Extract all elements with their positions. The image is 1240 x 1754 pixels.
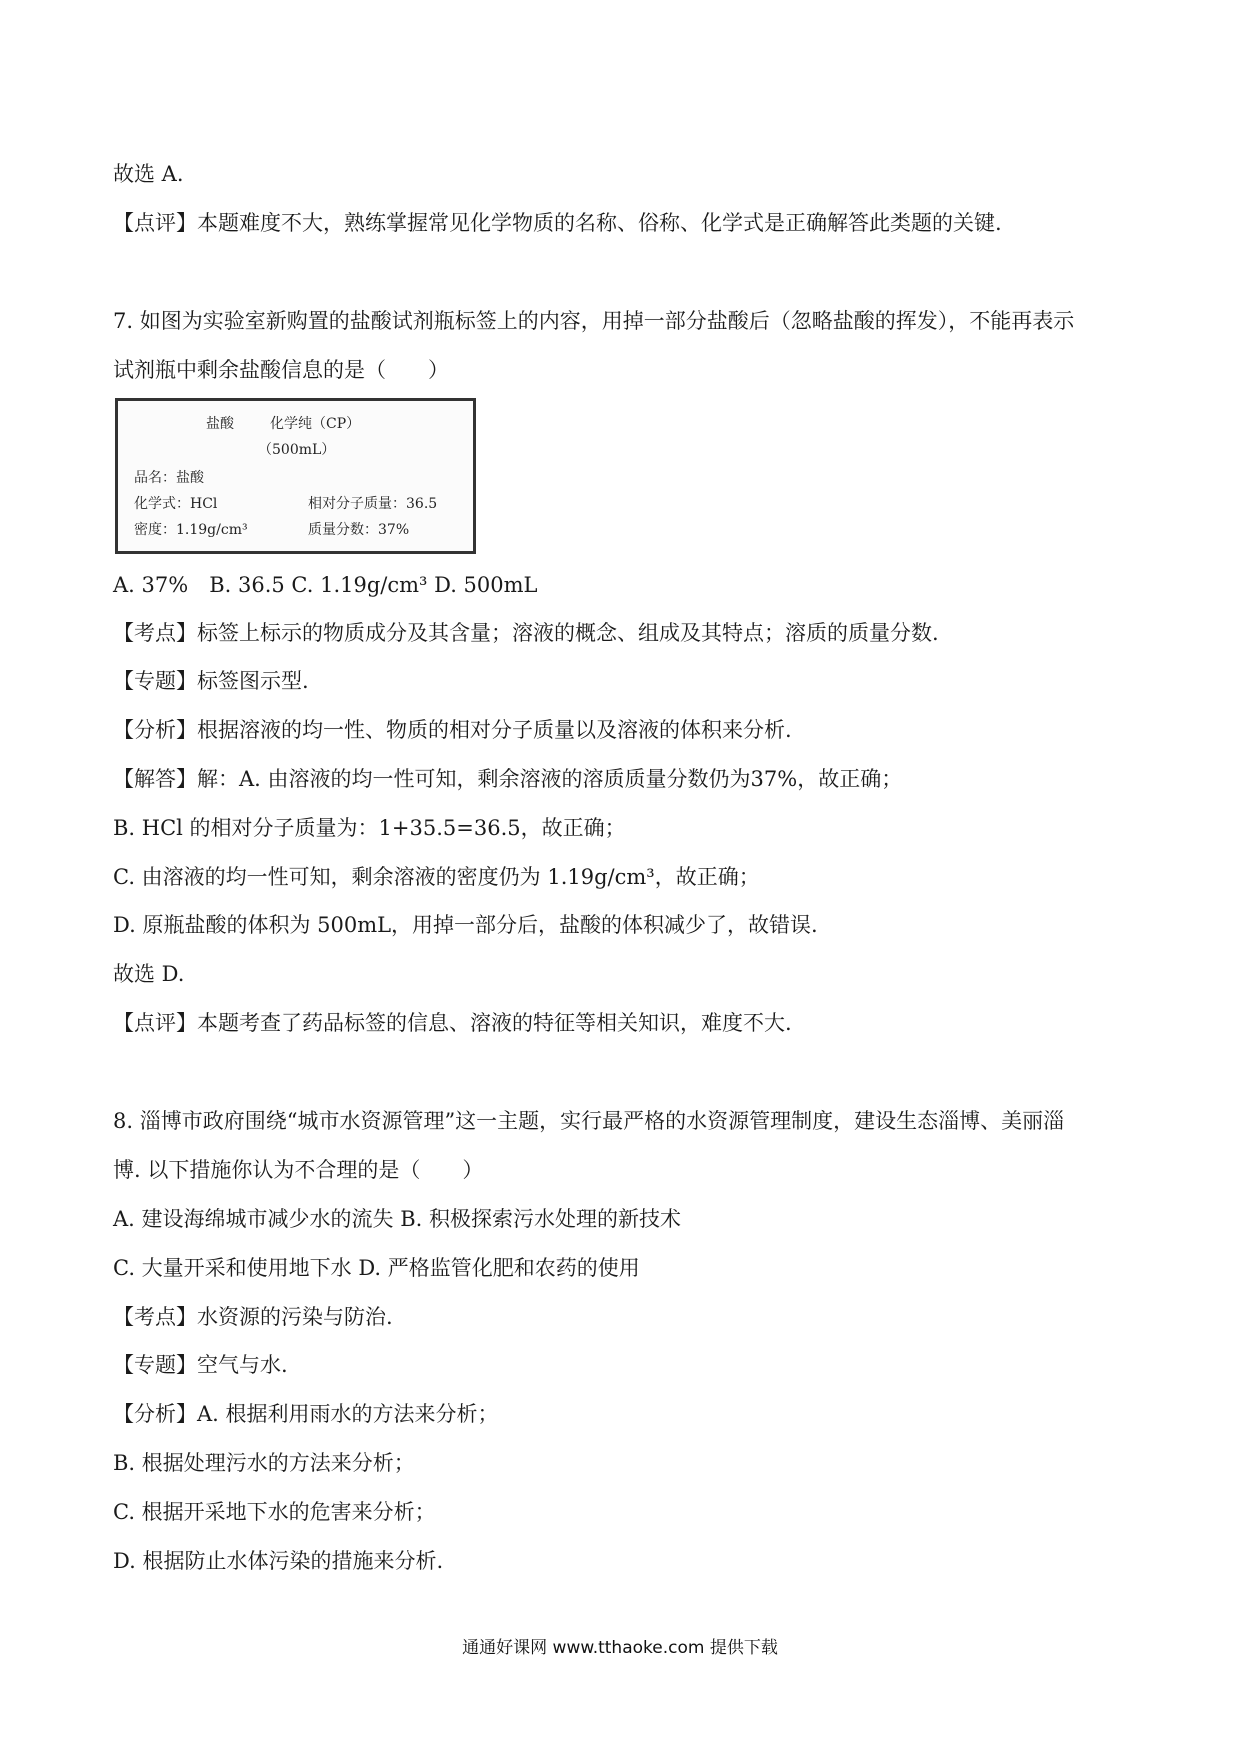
solution-d-line: D. 原瓶盐酸的体积为 500mL，用掉一部分后，盐酸的体积减少了，故错误.: [113, 913, 818, 937]
question-7-stem-cont: 试剂瓶中剩余盐酸信息的是（ ）: [113, 358, 449, 382]
kaodian-line: 【考点】标签上标示的物质成分及其含量；溶液的概念、组成及其特点；溶质的质量分数.: [113, 621, 939, 645]
label-formula: 化学式：HCl: [134, 496, 218, 512]
zhuanti-line: 【专题】空气与水.: [113, 1353, 288, 1377]
solution-c-line: C. 由溶液的均一性可知，剩余溶液的密度仍为 1.19g/cm³，故正确；: [113, 865, 760, 889]
reagent-label-image: [115, 398, 476, 554]
answer-choice-line: 故选 A.: [113, 162, 184, 186]
fenxi-line: 【分析】A. 根据利用雨水的方法来分析；: [113, 1402, 499, 1426]
page-footer: 通通好课网 www.tthaoke.com 提供下载: [462, 1638, 778, 1658]
label-volume: （500mL）: [258, 442, 336, 458]
question-7-stem: 7. 如图为实验室新购置的盐酸试剂瓶标签上的内容，用掉一部分盐酸后（忽略盐酸的挥发），不能再表示: [113, 309, 1075, 333]
kaodian-line: 【考点】水资源的污染与防治.: [113, 1305, 393, 1329]
label-product-name: 品名：盐酸: [134, 470, 204, 486]
comment-line: 【点评】本题考查了药品标签的信息、溶液的特征等相关知识，难度不大.: [113, 1011, 792, 1035]
comment-line: 【点评】本题难度不大，熟练掌握常见化学物质的名称、俗称、化学式是正确解答此类题的关键.: [113, 211, 1002, 235]
analysis-b-line: B. 根据处理污水的方法来分析；: [113, 1451, 415, 1475]
label-molar-mass: 相对分子质量：36.5: [308, 496, 438, 512]
jieda-line: 【解答】解：A. 由溶液的均一性可知，剩余溶液的溶质质量分数仍为37%，故正确；: [113, 767, 903, 791]
question-8-stem: 8. 淄博市政府围绕“城市水资源管理”这一主题，实行最严格的水资源管理制度，建设生态淄博、美丽淄: [113, 1109, 1065, 1133]
question-8-options-cd: C. 大量开采和使用地下水 D. 严格监管化肥和农药的使用: [113, 1256, 640, 1280]
fenxi-line: 【分析】根据溶液的均一性、物质的相对分子质量以及溶液的体积来分析.: [113, 718, 792, 742]
analysis-c-line: C. 根据开采地下水的危害来分析；: [113, 1500, 436, 1524]
zhuanti-line: 【专题】标签图示型.: [113, 669, 309, 693]
question-8-options-ab: A. 建设海绵城市减少水的流失 B. 积极探索污水处理的新技术: [113, 1207, 681, 1231]
question-7-options: A. 37% B. 36.5 C. 1.19g/cm³ D. 500mL: [113, 573, 538, 597]
label-mass-fraction: 质量分数：37%: [308, 522, 410, 538]
label-name-title: 盐酸: [206, 416, 234, 432]
label-density: 密度：1.19g/cm³: [134, 522, 248, 538]
question-8-stem-cont: 博. 以下措施你认为不合理的是（ ）: [113, 1158, 484, 1182]
solution-b-line: B. HCl 的相对分子质量为：1+35.5=36.5，故正确；: [113, 816, 626, 840]
analysis-d-line: D. 根据防止水体污染的措施来分析.: [113, 1549, 444, 1573]
answer-choice-line: 故选 D.: [113, 962, 185, 986]
label-grade: 化学纯（CP）: [270, 416, 361, 432]
